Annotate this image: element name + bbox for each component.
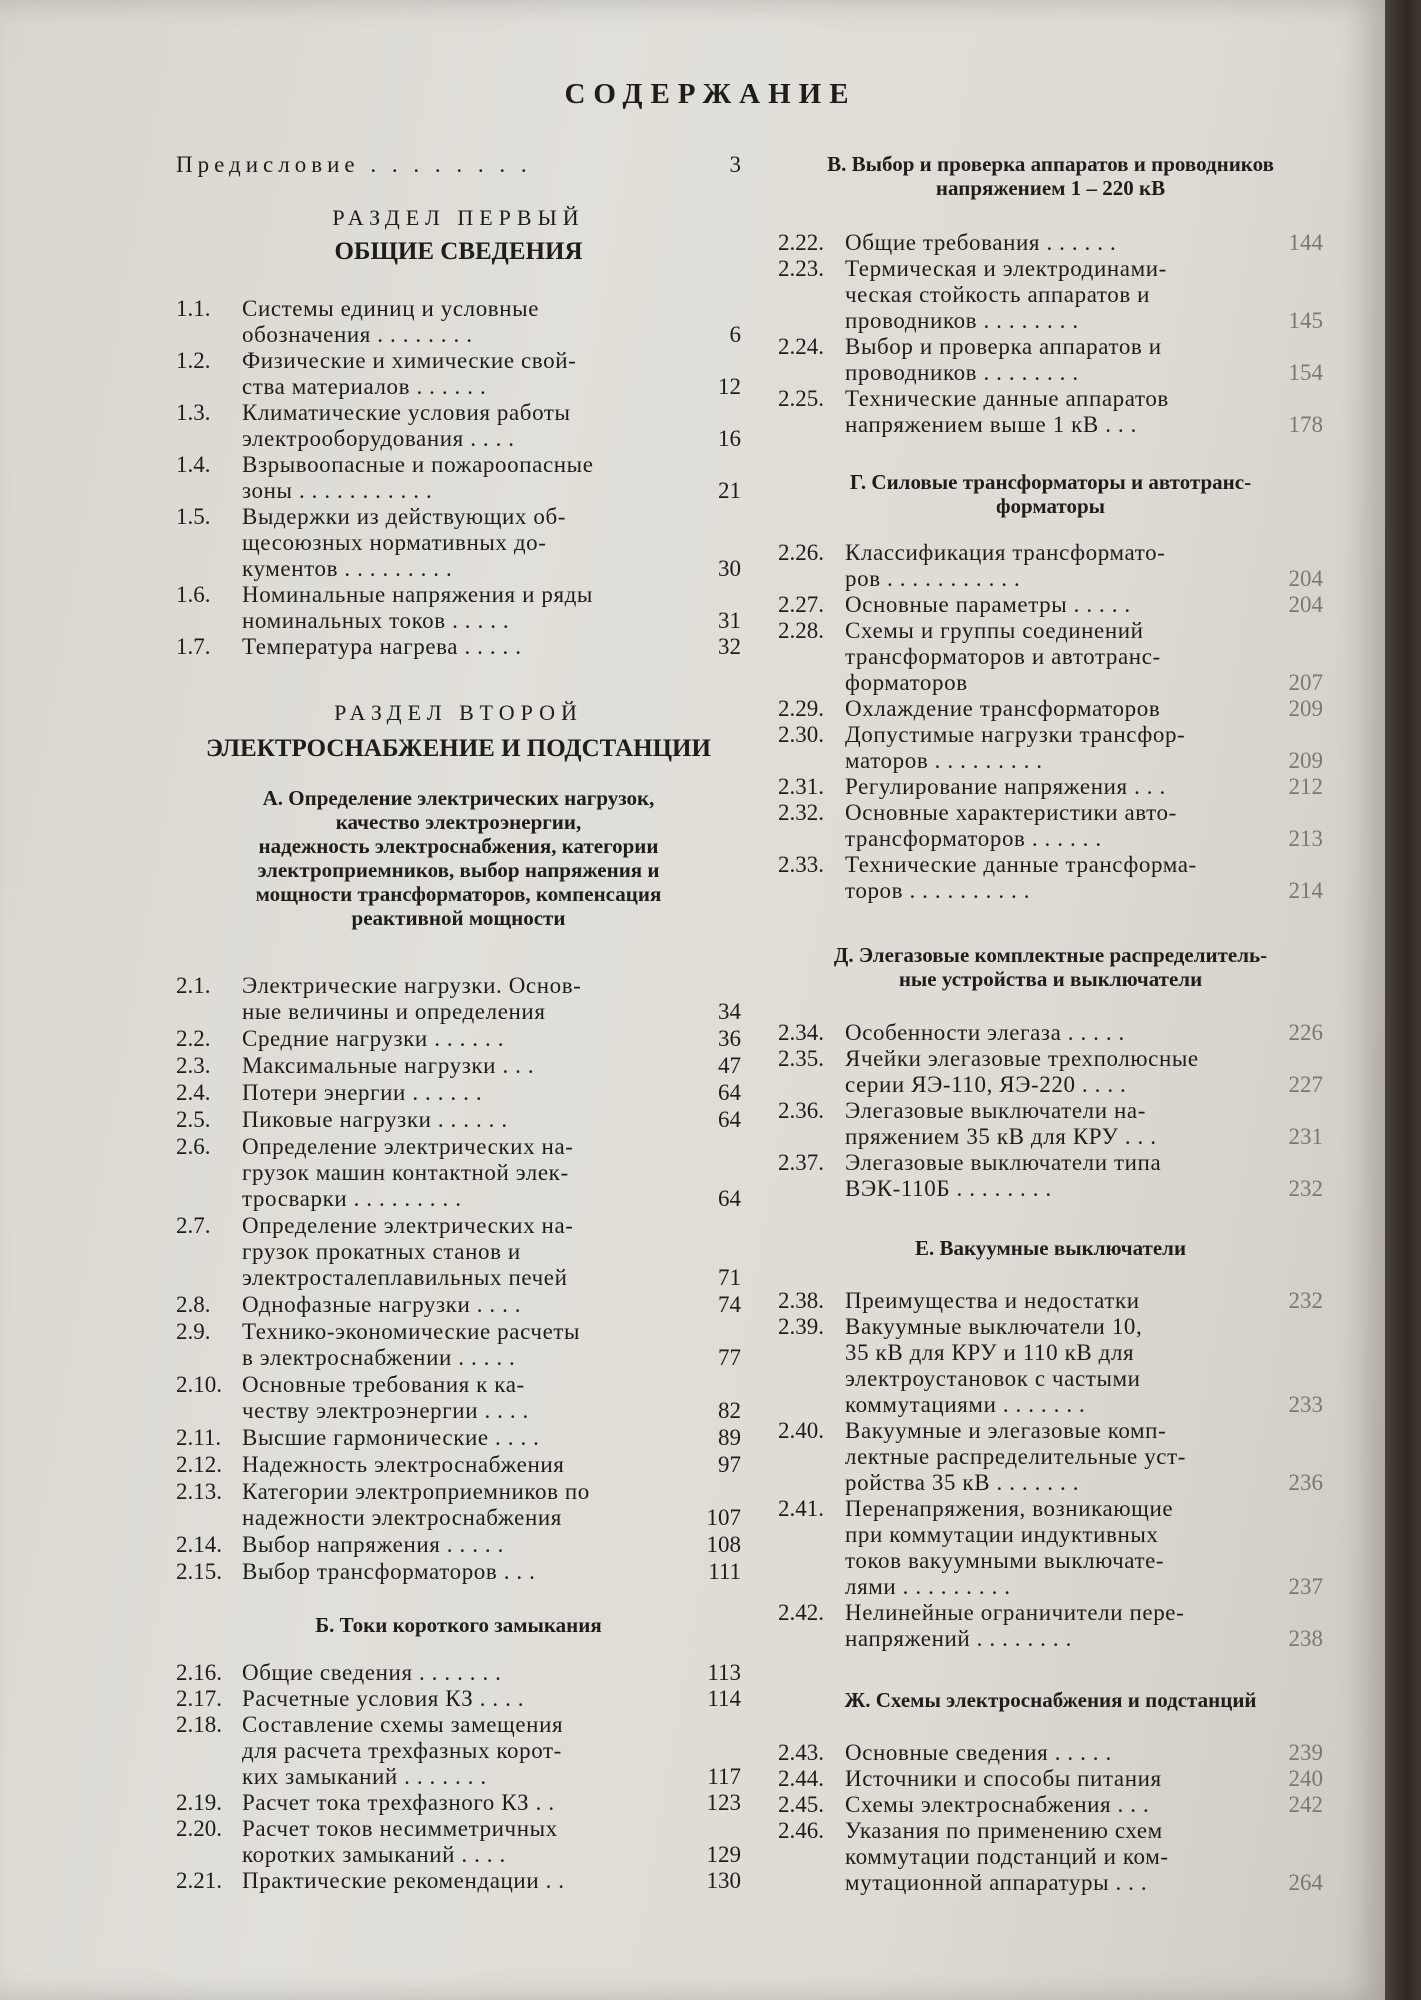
entry-number: 2.22.	[778, 230, 824, 255]
entry-title: Основные параметры . . . . .	[845, 592, 1131, 617]
toc-entry	[778, 1496, 1323, 1600]
entry-number: 2.32.	[778, 800, 824, 825]
entry-page-number: 64	[718, 1107, 741, 1132]
toc-entry	[176, 1107, 741, 1133]
entry-number: 1.6.	[176, 582, 211, 607]
toc-entry	[176, 504, 741, 582]
toc-entry	[778, 230, 1323, 256]
entry-number: 2.39.	[778, 1314, 824, 1339]
entry-number: 2.23.	[778, 256, 824, 281]
toc-entry	[778, 1020, 1323, 1046]
entry-title: Термическая и электродинами- ческая стойкость аппаратов и проводников . . . . . . . .	[845, 256, 1167, 333]
entry-title: Взрывоопасные и пожароопасные зоны . . . . . . . . . . .	[242, 452, 594, 503]
entry-number: 2.33.	[778, 852, 824, 877]
entry-title: Преимущества и недостатки	[845, 1288, 1140, 1313]
entry-title: Выбор и проверка аппаратов и проводников . . . . . . . .	[845, 334, 1162, 385]
toc-entry	[176, 1712, 741, 1790]
entry-number: 2.46.	[778, 1818, 824, 1843]
entry-page-number: 71	[718, 1265, 741, 1290]
entry-number: 2.9.	[176, 1319, 211, 1344]
entry-page-number: 239	[1288, 1740, 1323, 1765]
entry-number: 2.37.	[778, 1150, 824, 1175]
entry-title: Вакуумные и элегазовые комп- лектные распределительные уст- ройства 35 кВ . . . . . . .	[845, 1418, 1187, 1495]
entry-title: Расчет тока трехфазного КЗ . .	[242, 1790, 555, 1815]
entry-page-number: 145	[1288, 308, 1323, 333]
entry-title: Элегазовые выключатели типа ВЭК-110Б . . . . . . . .	[845, 1150, 1162, 1201]
entry-page-number: 212	[1288, 774, 1323, 799]
entry-title: Вакуумные выключатели 10, 35 кВ для КРУ и 110 кВ для электроустановок с частыми коммутациями . . . . . . .	[845, 1314, 1143, 1417]
entry-number: 2.34.	[778, 1020, 824, 1045]
entry-number: 2.30.	[778, 722, 824, 747]
toc-entry	[176, 1026, 741, 1052]
toc-entry	[176, 582, 741, 634]
entry-page-number: 21	[718, 478, 741, 503]
entry-page-number: 107	[706, 1505, 741, 1530]
toc-entry	[176, 1868, 741, 1894]
entry-page-number: 232	[1288, 1288, 1323, 1313]
entry-number: 2.31.	[778, 774, 824, 799]
toc-entry	[778, 774, 1323, 800]
entry-number: 2.19.	[176, 1790, 222, 1815]
entry-page-number: 178	[1288, 412, 1323, 437]
toc-entry	[778, 592, 1323, 618]
entry-title: Категории электроприемников по надежности электроснабжения	[242, 1479, 590, 1530]
toc-entry	[176, 1213, 741, 1291]
entry-title: Системы единиц и условные обозначения . . . . . . . .	[242, 296, 540, 347]
entry-number: 2.8.	[176, 1292, 211, 1317]
entry-page-number: 154	[1288, 360, 1323, 385]
toc-entry	[778, 722, 1323, 774]
entry-number: 2.44.	[778, 1766, 824, 1791]
toc-entry	[176, 1532, 741, 1558]
entry-page-number: 231	[1288, 1124, 1323, 1149]
entry-title: Особенности элегаза . . . . .	[845, 1020, 1125, 1045]
entry-page-number: 82	[718, 1398, 741, 1423]
entry-title: Пиковые нагрузки . . . . . .	[242, 1107, 508, 1132]
entry-page-number: 12	[718, 374, 741, 399]
toc-entry	[778, 1792, 1323, 1818]
preface-page: 3	[729, 152, 741, 177]
entry-title: Схемы и группы соединений трансформаторов и автотранс- форматоров	[845, 618, 1161, 695]
toc-entry	[778, 540, 1323, 592]
entry-page-number: 32	[718, 634, 741, 659]
entry-page-number: 108	[706, 1532, 741, 1557]
entry-number: 2.4.	[176, 1080, 211, 1105]
toc-entry	[778, 1600, 1323, 1652]
section-g-title: Г. Силовые трансформаторы и автотранс- форматоры	[849, 470, 1252, 518]
entry-number: 2.25.	[778, 386, 824, 411]
entry-number: 2.36.	[778, 1098, 824, 1123]
section-a-title: А. Определение электрических нагрузок, качество электроэнергии, надежность электроснабжения, категории электроприемников, выбор напряжения и мощности трансформаторов, компенсация реактивной мощности	[255, 786, 662, 930]
entry-title: Технические данные трансформа- торов . . . . . . . . . .	[845, 852, 1197, 903]
part2-label: РАЗДЕЛ ВТОРОЙ	[334, 700, 583, 725]
entry-title: Ячейки элегазовые трехполюсные серии ЯЭ-110, ЯЭ-220 . . . .	[845, 1046, 1199, 1097]
entry-title: Составление схемы замещения для расчета трехфазных корот- ких замыканий . . . . . . .	[242, 1712, 564, 1789]
entry-title: Климатические условия работы электрооборудования . . . .	[242, 400, 571, 451]
entry-page-number: 209	[1288, 748, 1323, 773]
entry-number: 2.24.	[778, 334, 824, 359]
entry-title: Практические рекомендации . .	[242, 1868, 565, 1893]
entry-title: Электрические нагрузки. Основ- ные величины и определения	[242, 973, 582, 1024]
toc-entry	[176, 1790, 741, 1816]
entry-page-number: 204	[1288, 566, 1323, 591]
entry-number: 2.27.	[778, 592, 824, 617]
entry-number: 1.2.	[176, 348, 211, 373]
entry-page-number: 74	[718, 1292, 741, 1317]
toc-entry	[176, 1053, 741, 1079]
entry-title: Общие требования . . . . . .	[845, 230, 1117, 255]
entry-title: Основные сведения . . . . .	[845, 1740, 1112, 1765]
entry-number: 2.45.	[778, 1792, 824, 1817]
entry-number: 2.43.	[778, 1740, 824, 1765]
entry-number: 2.15.	[176, 1559, 222, 1584]
page-title: СОДЕРЖАНИЕ	[564, 78, 857, 110]
entry-title: Определение электрических на- грузок машин контактной элек- тросварки . . . . . . . . .	[242, 1134, 574, 1211]
entry-title: Основные требования к ка- честву электроэнергии . . . .	[242, 1372, 529, 1423]
entry-number: 2.17.	[176, 1686, 222, 1711]
entry-title: Выдержки из действующих об- щесоюзных нормативных до- кументов . . . . . . . . .	[242, 504, 567, 581]
preface-label: Предисловие . . . . . . . .	[176, 152, 532, 177]
entry-page-number: 209	[1288, 696, 1323, 721]
entry-page-number: 236	[1288, 1470, 1323, 1495]
toc-entry	[778, 852, 1323, 904]
part2-title: ЭЛЕКТРОСНАБЖЕНИЕ И ПОДСТАНЦИИ	[206, 735, 711, 762]
entry-title: Общие сведения . . . . . . .	[242, 1660, 502, 1685]
section-b-title: Б. Токи короткого замыкания	[315, 1613, 602, 1637]
section-v-title: В. Выбор и проверка аппаратов и проводников напряжением 1 – 220 кВ	[827, 152, 1274, 200]
entry-title: Максимальные нагрузки . . .	[242, 1053, 535, 1078]
entry-page-number: 240	[1288, 1766, 1323, 1791]
toc-entry	[176, 1292, 741, 1318]
entry-number: 1.1.	[176, 296, 211, 321]
entry-title: Однофазные нагрузки . . . .	[242, 1292, 522, 1317]
entry-title: Основные характеристики авто- трансформаторов . . . . . .	[845, 800, 1177, 851]
entry-title: Потери энергии . . . . . .	[242, 1080, 483, 1105]
toc-entry	[176, 1080, 741, 1106]
entry-title: Охлаждение трансформаторов	[845, 696, 1161, 721]
entry-title: Источники и способы питания	[845, 1766, 1162, 1791]
toc-entry	[778, 386, 1323, 438]
entry-page-number: 144	[1288, 230, 1323, 255]
entry-title: Высшие гармонические . . . .	[242, 1425, 540, 1450]
toc-entry	[176, 1559, 741, 1585]
toc-entry	[176, 400, 741, 452]
toc-entry	[778, 1418, 1323, 1496]
entry-title: Допустимые нагрузки трансфор- маторов . . . . . . . . .	[845, 722, 1186, 773]
toc-entry	[778, 800, 1323, 852]
entry-page-number: 77	[718, 1345, 741, 1370]
entry-number: 2.16.	[176, 1660, 222, 1685]
entry-page-number: 213	[1288, 826, 1323, 851]
entry-title: Элегазовые выключатели на- пряжением 35 кВ для КРУ . . .	[845, 1098, 1157, 1149]
toc-entry	[176, 348, 741, 400]
toc-entry	[176, 1686, 741, 1712]
entry-number: 2.21.	[176, 1868, 222, 1893]
entry-page-number: 34	[718, 999, 741, 1024]
part1-title: ОБЩИЕ СВЕДЕНИЯ	[334, 238, 583, 265]
entry-page-number: 237	[1288, 1574, 1323, 1599]
toc-entry	[778, 1818, 1323, 1896]
entry-title: Классификация трансформато- ров . . . . . . . . . . .	[845, 540, 1166, 591]
entry-page-number: 264	[1288, 1870, 1323, 1895]
toc-entry	[176, 973, 741, 1025]
entry-page-number: 113	[707, 1660, 741, 1685]
entry-number: 2.11.	[176, 1425, 222, 1450]
entry-number: 2.2.	[176, 1026, 211, 1051]
entry-number: 2.40.	[778, 1418, 824, 1443]
toc-entry	[176, 296, 741, 348]
entry-title: Определение электрических на- грузок прокатных станов и электросталеплавильных печей	[242, 1213, 574, 1290]
toc-entry	[176, 1134, 741, 1212]
entry-title: Расчетные условия КЗ . . . .	[242, 1686, 525, 1711]
section-zh-title: Ж. Схемы электроснабжения и подстанций	[844, 1688, 1257, 1712]
entry-page-number: 129	[706, 1842, 741, 1867]
entry-title: Расчет токов несимметричных коротких замыканий . . . .	[242, 1816, 558, 1867]
entry-page-number: 207	[1288, 670, 1323, 695]
entry-number: 1.5.	[176, 504, 211, 529]
entry-page-number: 226	[1288, 1020, 1323, 1045]
entry-page-number: 111	[708, 1559, 741, 1584]
entry-number: 1.3.	[176, 400, 211, 425]
part1-label: РАЗДЕЛ ПЕРВЫЙ	[332, 205, 585, 230]
entry-page-number: 47	[718, 1053, 741, 1078]
toc-entry	[176, 1479, 741, 1531]
entry-title: Технико-экономические расчеты в электроснабжении . . . . .	[242, 1319, 581, 1370]
entry-page-number: 117	[707, 1764, 741, 1789]
entry-number: 2.1.	[176, 973, 211, 998]
toc-entry	[778, 334, 1323, 386]
toc-entry	[778, 1288, 1323, 1314]
entry-title: Нелинейные ограничители пере- напряжений . . . . . . . .	[845, 1600, 1185, 1651]
entry-number: 2.7.	[176, 1213, 211, 1238]
entry-number: 2.6.	[176, 1134, 211, 1159]
entry-title: Регулирование напряжения . . .	[845, 774, 1166, 799]
entry-title: Надежность электроснабжения	[242, 1452, 565, 1477]
entry-title: Перенапряжения, возникающие при коммутации индуктивных токов вакуумными выключате- лями . . . . . . . . .	[845, 1496, 1174, 1599]
entry-number: 2.35.	[778, 1046, 824, 1071]
entry-title: Выбор трансформаторов . . .	[242, 1559, 536, 1584]
entry-title: Технические данные аппаратов напряжением выше 1 кВ . . .	[845, 386, 1169, 437]
entry-number: 2.13.	[176, 1479, 222, 1504]
entry-number: 1.4.	[176, 452, 211, 477]
entry-page-number: 232	[1288, 1176, 1323, 1201]
entry-title: Температура нагрева . . . . .	[242, 634, 522, 659]
section-e-title: Е. Вакуумные выключатели	[914, 1236, 1187, 1260]
entry-page-number: 16	[718, 426, 741, 451]
toc-entry	[778, 1314, 1323, 1418]
entry-page-number: 36	[718, 1026, 741, 1051]
entry-number: 2.14.	[176, 1532, 222, 1557]
entry-number: 2.12.	[176, 1452, 222, 1477]
toc-entry	[176, 1425, 741, 1451]
entry-page-number: 204	[1288, 592, 1323, 617]
entry-page-number: 31	[718, 608, 741, 633]
entry-title: Схемы электроснабжения . . .	[845, 1792, 1150, 1817]
entry-number: 2.3.	[176, 1053, 211, 1078]
toc-entry	[176, 634, 741, 660]
toc-entry	[778, 696, 1323, 722]
entry-page-number: 227	[1288, 1072, 1323, 1097]
book-spine	[1385, 0, 1421, 2000]
entry-number: 2.5.	[176, 1107, 211, 1132]
entry-page-number: 114	[707, 1686, 741, 1711]
entry-number: 2.29.	[778, 696, 824, 721]
toc-entry	[778, 1046, 1323, 1098]
toc-entry	[176, 1319, 741, 1371]
toc-entry	[778, 256, 1323, 334]
toc-entry	[778, 1766, 1323, 1792]
entry-title: Выбор напряжения . . . . .	[242, 1532, 504, 1557]
toc-entry	[778, 1150, 1323, 1202]
preface-entry	[176, 152, 741, 178]
entry-page-number: 214	[1288, 878, 1323, 903]
entry-number: 2.28.	[778, 618, 824, 643]
toc-entry	[176, 452, 741, 504]
entry-page-number: 97	[718, 1452, 741, 1477]
entry-title: Физические и химические свой- ства материалов . . . . . .	[242, 348, 577, 399]
entry-title: Номинальные напряжения и ряды номинальных токов . . . . .	[242, 582, 593, 633]
entry-number: 1.7.	[176, 634, 211, 659]
entry-number: 2.38.	[778, 1288, 824, 1313]
entry-title: Средние нагрузки . . . . . .	[242, 1026, 505, 1051]
toc-entry	[176, 1816, 741, 1868]
entry-page-number: 64	[718, 1080, 741, 1105]
entry-number: 2.20.	[176, 1816, 222, 1841]
entry-page-number: 89	[718, 1425, 741, 1450]
toc-entry	[778, 1740, 1323, 1766]
entry-page-number: 64	[718, 1186, 741, 1211]
toc-entry	[176, 1660, 741, 1686]
entry-page-number: 233	[1288, 1392, 1323, 1417]
entry-page-number: 6	[729, 322, 741, 347]
entry-page-number: 30	[718, 556, 741, 581]
toc-entry	[778, 1098, 1323, 1150]
entry-title: Указания по применению схем коммутации подстанций и ком- мутационной аппаратуры . . .	[845, 1818, 1169, 1895]
entry-number: 2.41.	[778, 1496, 824, 1521]
entry-page-number: 130	[706, 1868, 741, 1893]
toc-entry	[176, 1372, 741, 1424]
entry-number: 2.18.	[176, 1712, 222, 1737]
toc-entry	[778, 618, 1323, 696]
entry-page-number: 242	[1288, 1792, 1323, 1817]
entry-number: 2.26.	[778, 540, 824, 565]
toc-entry	[176, 1452, 741, 1478]
entry-number: 2.42.	[778, 1600, 824, 1625]
entry-page-number: 238	[1288, 1626, 1323, 1651]
entry-number: 2.10.	[176, 1372, 222, 1397]
section-d-title: Д. Элегазовые комплектные распределитель- ные устройства и выключатели	[833, 943, 1268, 991]
entry-page-number: 123	[706, 1790, 741, 1815]
